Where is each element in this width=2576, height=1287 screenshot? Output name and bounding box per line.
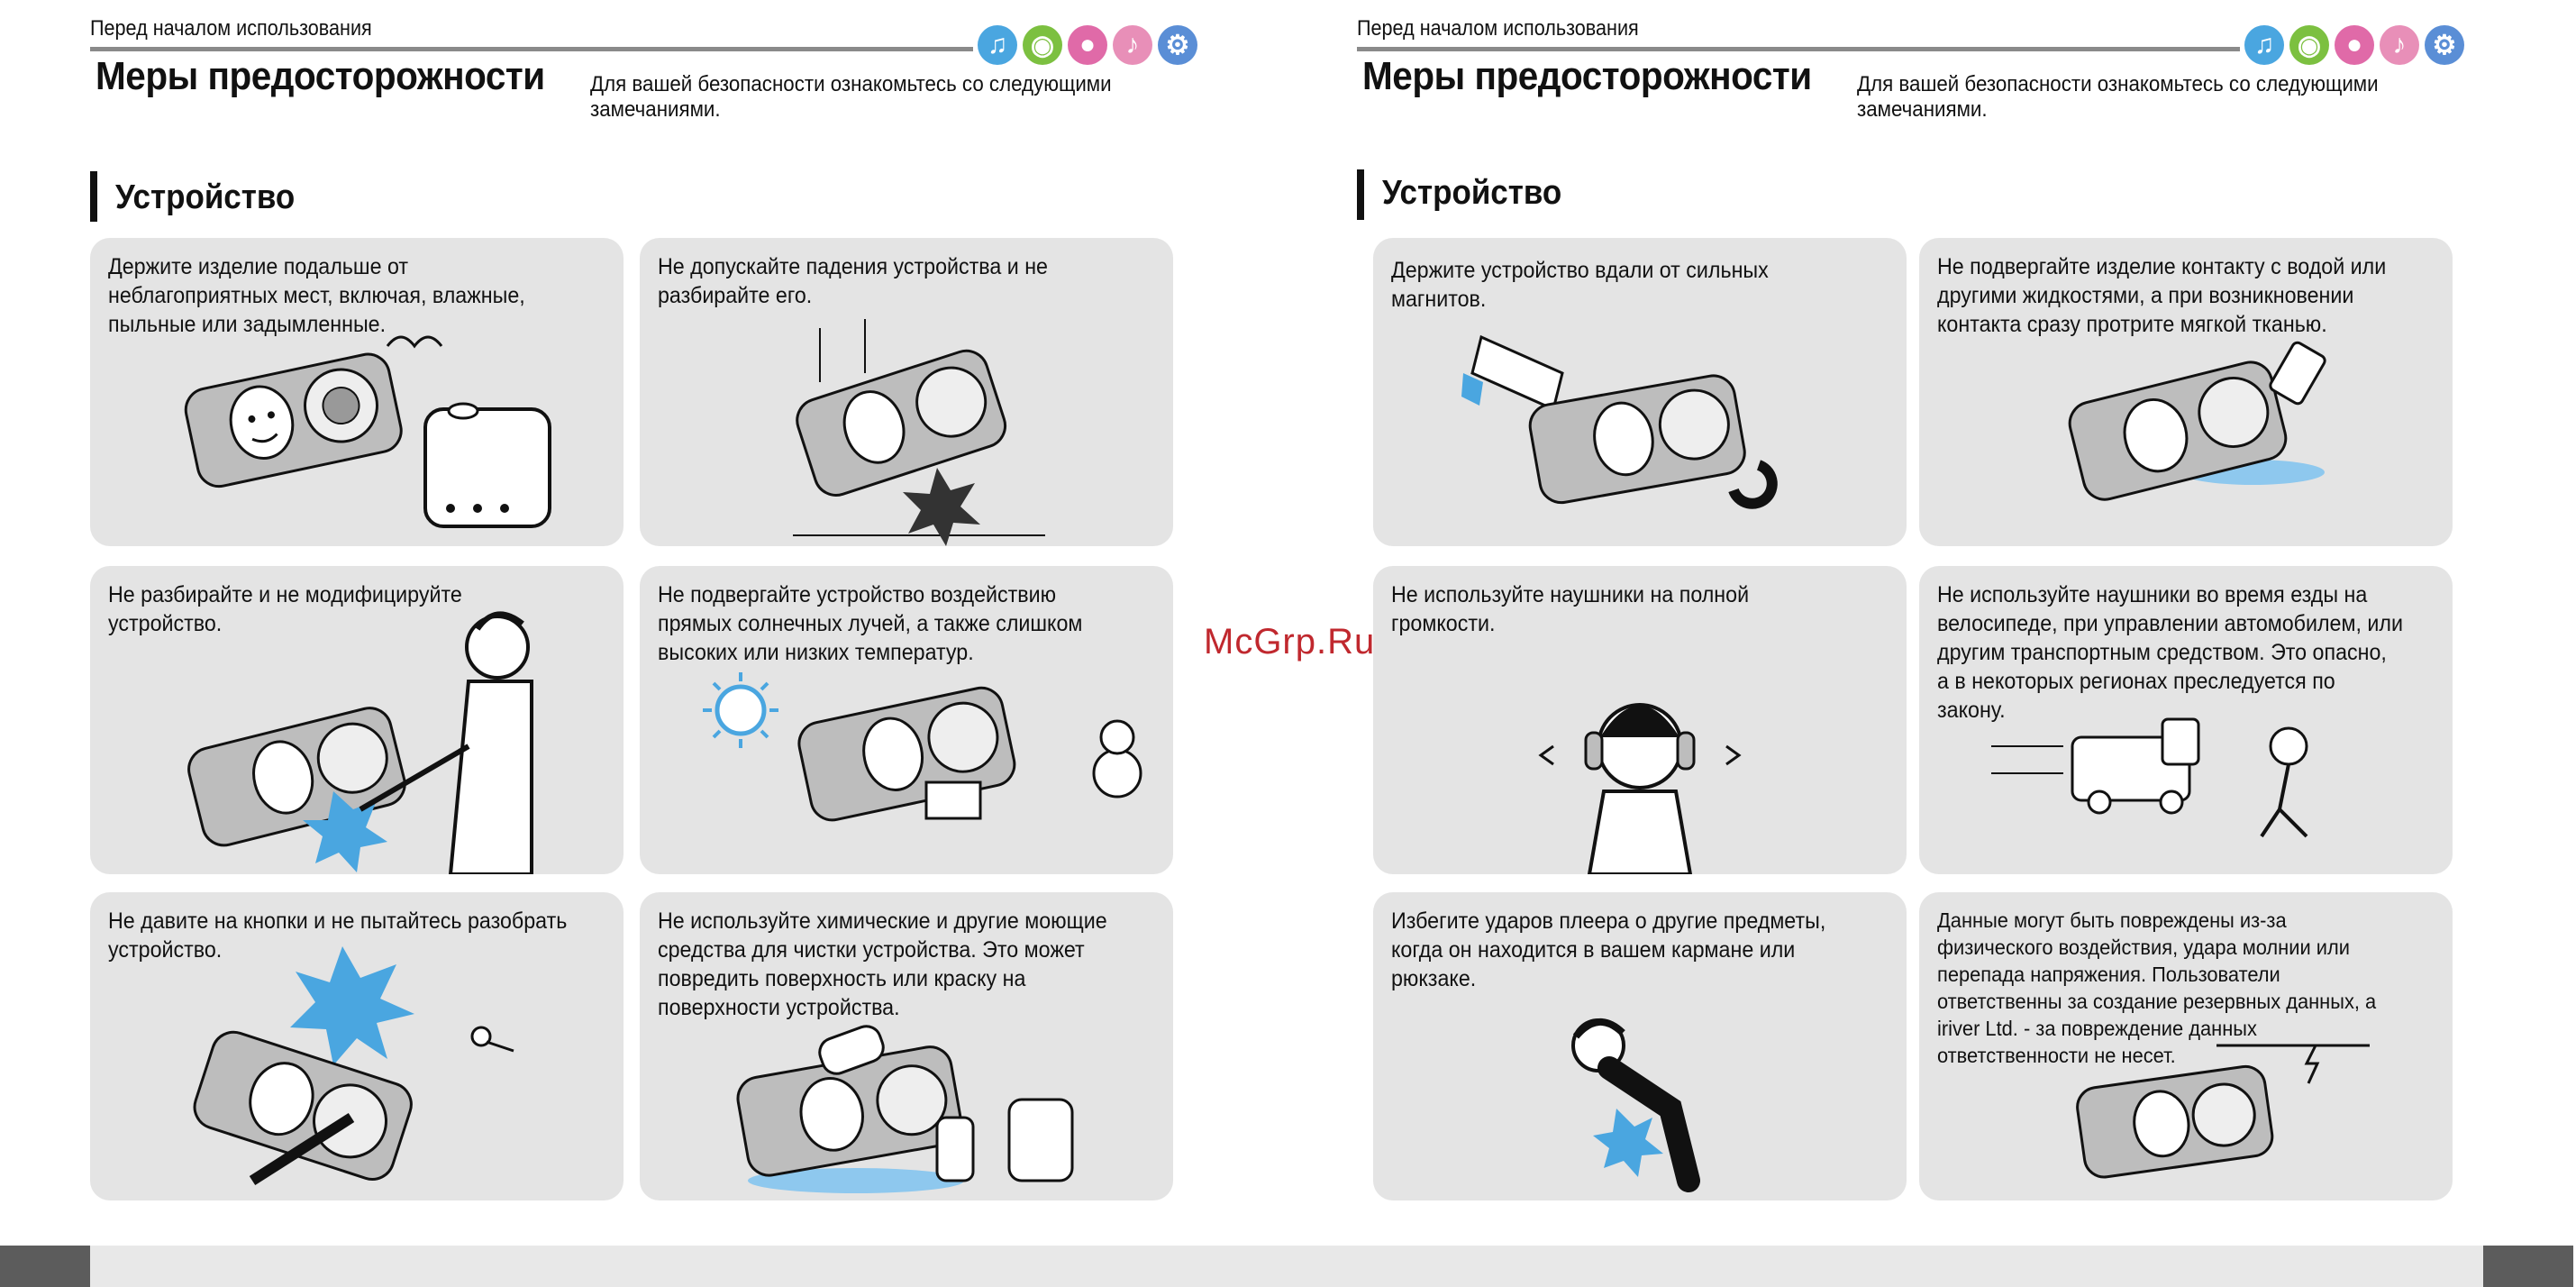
microphone-icon: ♪	[1113, 25, 1152, 65]
card-driving	[1919, 566, 2453, 874]
illustration-sunlight	[640, 566, 1173, 874]
card-text: Не допускайте падения устройства и не разбирайте его.	[658, 254, 1048, 308]
illustration-chemicals	[640, 892, 1173, 1200]
card-text: Не используйте наушники на полной громкости.	[1391, 582, 1750, 636]
footer-corner-left	[0, 1246, 90, 1287]
card-text: Не разбирайте и не модифицируйте устройство.	[108, 582, 462, 636]
card-water	[1919, 238, 2453, 546]
footer-bar	[90, 1246, 2483, 1287]
watermark: McGrp.Ru	[1204, 622, 1376, 662]
radio-icon: ◉	[1023, 25, 1062, 65]
page-note: Для вашей безопасности ознакомьтесь со следующими замечаниями.	[590, 72, 1112, 122]
page-left	[90, 0, 1315, 1244]
card-text: Держите устройство вдали от сильных магнитов.	[1391, 258, 1769, 312]
page-note: Для вашей безопасности ознакомьтесь со следующими замечаниями.	[1857, 72, 2379, 122]
footer-corner-right	[2483, 1246, 2573, 1287]
illustration-volume	[1373, 566, 1907, 874]
page-title: Меры предосторожности	[1362, 54, 1812, 98]
music-note-icon: ♫	[978, 25, 1017, 65]
card-text: Не используйте наушники во время езды на велосипеде, при управлении автомобилем, или другим транспортным средством. Это опасно, а в некоторых регионах преследуется по закону.	[1937, 582, 2403, 723]
gear-icon: ⚙	[1158, 25, 1197, 65]
mode-icons	[978, 25, 1197, 65]
illustration-humidity	[90, 238, 624, 546]
page-right	[1357, 0, 2576, 1244]
card-buttons	[90, 892, 624, 1200]
illustration-drop	[640, 238, 1173, 546]
illustration-disassemble	[90, 566, 624, 874]
illustration-driving	[1919, 566, 2453, 874]
card-text: Не используйте химические и другие моющие средства для чистки устройства. Это может повредить поверхность или краску на поверхности устройства.	[658, 908, 1107, 1020]
header-rule	[90, 47, 973, 51]
illustration-water	[1919, 238, 2453, 546]
card-text: Данные могут быть повреждены из-за физического воздействия, удара молнии или перепада напряжения. Пользователи ответственны за создание резервных данных, а iriver Ltd. - за повреждение данных ответственности не несет.	[1937, 908, 2377, 1067]
card-text: Не подвергайте устройство воздействию прямых солнечных лучей, а также слишком высоких или низких температур.	[658, 582, 1083, 665]
card-humidity	[90, 238, 624, 546]
card-text: Избегите ударов плеера о другие предметы, когда он находится в вашем кармане или рюкзаке.	[1391, 908, 1826, 991]
microphone-icon: ♪	[2380, 25, 2419, 65]
card-chemicals	[640, 892, 1173, 1200]
card-text: Не подвергайте изделие контакту с водой или другими жидкостями, а при возникновении контакта сразу протрите мягкой тканью.	[1937, 254, 2387, 337]
card-volume	[1373, 566, 1907, 874]
card-drop	[640, 238, 1173, 546]
card-disassemble	[90, 566, 624, 874]
card-data	[1919, 892, 2453, 1200]
card-magnets	[1373, 238, 1907, 546]
card-text: Держите изделие подальше от неблагоприятных мест, включая, влажные, пыльные или задымленные.	[108, 254, 525, 337]
card-text: Не давите на кнопки и не пытайтесь разобрать устройство.	[108, 908, 568, 963]
illustration-pocket	[1373, 892, 1907, 1200]
section-heading: Устройство	[115, 178, 296, 216]
section-label: Перед началом использования	[90, 16, 372, 41]
card-sunlight	[640, 566, 1173, 874]
section-label: Перед началом использования	[1357, 16, 1639, 41]
page-title: Меры предосторожности	[96, 54, 545, 98]
illustration-buttons	[90, 892, 624, 1200]
heading-bar	[90, 171, 97, 222]
heading-bar	[1357, 169, 1364, 220]
gear-icon: ⚙	[2425, 25, 2464, 65]
header-rule	[1357, 47, 2240, 51]
music-note-icon: ♫	[2244, 25, 2284, 65]
section-heading: Устройство	[1382, 174, 1562, 212]
illustration-magnets	[1373, 238, 1907, 546]
radio-icon: ◉	[2289, 25, 2329, 65]
mode-icons	[2244, 25, 2464, 65]
card-pocket	[1373, 892, 1907, 1200]
record-icon: ●	[1068, 25, 1107, 65]
record-icon: ●	[2335, 25, 2374, 65]
illustration-data	[1919, 892, 2453, 1200]
